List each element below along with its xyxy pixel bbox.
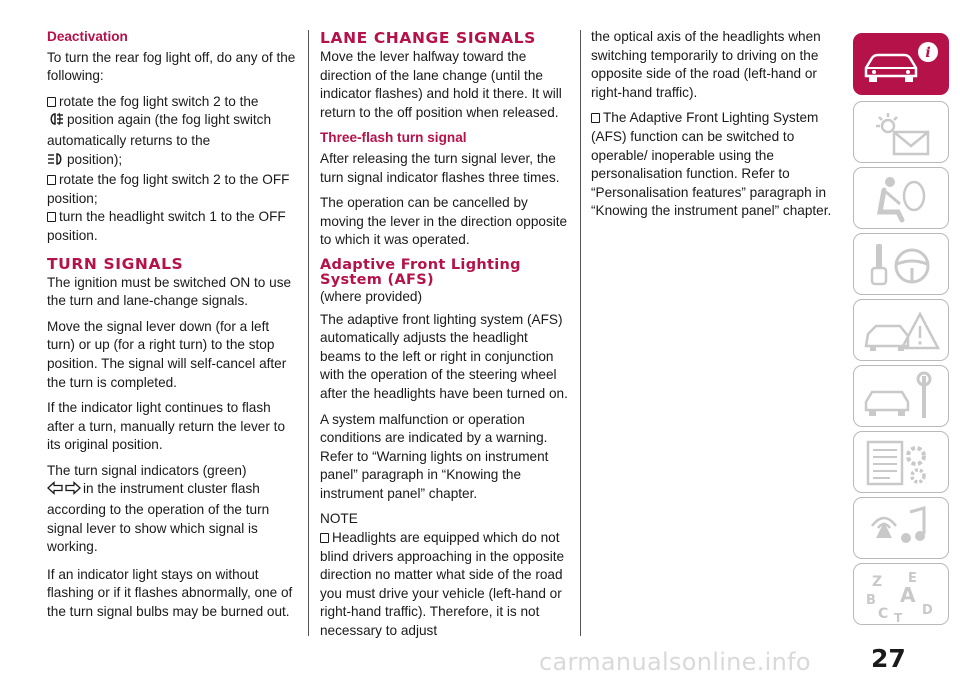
column-divider: [580, 30, 581, 636]
watermark: carmanualsonline.info: [539, 648, 811, 676]
technical-data-icon: [854, 432, 950, 494]
paragraph: The operation can be cancelled by moving the lever in the direction opposite to which it was operated.: [320, 195, 568, 248]
tab-car-maintenance[interactable]: [853, 365, 949, 427]
list-item: [320, 529, 572, 641]
afs-heading: Adaptive Front Lighting System (AFS): [320, 256, 521, 288]
paragraph-text-a: The turn signal indicators (green): [47, 462, 247, 478]
key-steering-icon: [854, 234, 950, 296]
paragraph: The ignition must be switched ON to use the turn and lane-change signals.: [47, 274, 292, 309]
lane-change-heading: LANE CHANGE SIGNALS: [320, 29, 536, 47]
svg-text:T: T: [894, 611, 903, 625]
bullet-icon: [320, 533, 329, 543]
warning-lights-icon: [854, 102, 950, 164]
column-right: [591, 28, 839, 221]
paragraph: Move the lever halfway toward the direction of the lane change (until the indicator flashes) and hold it there. It will return to the off position when released.: [320, 49, 562, 120]
bullet-icon: [591, 113, 600, 123]
afs-where-provided: (where provided): [320, 288, 422, 304]
paragraph: [47, 462, 299, 557]
turn-signals-heading: TURN SIGNALS: [47, 254, 184, 273]
afs-bullet-text: The Adaptive Front Lighting System (AFS) function can be switched to operable/ inoperable using the personalisation function. Refer to “Personalisation features” paragraph in “Knowing the instrument panel” chapter.: [591, 110, 832, 219]
list-item: [47, 208, 299, 245]
headlight-icon: [47, 152, 65, 172]
column-divider: [308, 30, 309, 636]
bullet-text-3: turn the headlight switch 1 to the OFF position.: [47, 209, 286, 243]
paragraph: If the indicator light continues to flash after a turn, manually return the lever to its original position.: [47, 400, 286, 453]
tab-warning-lights[interactable]: [853, 101, 949, 163]
paragraph-text-b: in the instrument cluster flash according to the operation of the turn signal lever to show which signal is working.: [47, 481, 270, 555]
three-flash-heading: Three-flash turn signal: [320, 130, 467, 146]
svg-text:C: C: [878, 606, 889, 622]
paragraph: If an indicator light stays on without flashing or if it flashes abnormally, one of the turn signal bulbs may be burned out.: [47, 566, 293, 620]
svg-text:B: B: [866, 593, 876, 608]
car-maintenance-icon: [854, 366, 950, 428]
tab-seat-airbag[interactable]: [853, 167, 949, 229]
bullet-text-1b: position again (the fog light switch automatically returns to the: [47, 112, 272, 148]
svg-text:A: A: [900, 583, 916, 607]
tab-index[interactable]: [853, 563, 949, 625]
note-label: NOTE: [320, 511, 358, 527]
column-middle: [320, 28, 572, 641]
car-emergency-icon: [854, 300, 950, 362]
paragraph: The adaptive front lighting system (AFS) automatically adjusts the headlight beams to the left or right in conjunction with the operation of the steering wheel after the headlights have been turned on.: [320, 311, 568, 401]
svg-text:Z: Z: [872, 574, 883, 590]
svg-text:D: D: [922, 603, 933, 618]
list-item: [591, 109, 839, 221]
paragraph: A system malfunction or operation conditions are indicated by a warning. Refer to “Warning lights on instrument panel” paragraph in “Knowing the instrument panel” chapter.: [320, 411, 549, 501]
svg-text:E: E: [908, 571, 917, 586]
multimedia-icon: [854, 498, 950, 560]
paragraph: Move the signal lever down (for a left turn) or up (for a right turn) to the stop position. The signal will self-cancel after the turn is completed.: [47, 318, 287, 390]
list-item: [47, 93, 299, 171]
deactivation-heading: Deactivation: [47, 29, 128, 44]
car-info-icon: [854, 34, 950, 96]
bullet-icon: [47, 97, 56, 107]
index-letters-icon: [854, 564, 950, 626]
tab-key-steering[interactable]: [853, 233, 949, 295]
bullet-icon: [47, 175, 56, 185]
list-item: [47, 171, 299, 208]
paragraph: After releasing the turn signal lever, the turn signal indicator flashes three times.: [320, 150, 560, 185]
turn-signal-arrows-icon: [47, 481, 81, 501]
column-left: [47, 28, 299, 629]
seat-airbag-icon: [854, 168, 950, 230]
note-bullet-text: Headlights are equipped which do not blind drivers approaching in the opposite direction no matter what side of the road you must drive your vehicle (left-hand or right-hand traffic). Therefore, it is not necessary to adjust: [320, 530, 565, 639]
bullet-icon: [47, 212, 56, 222]
deactivation-intro: To turn the rear fog light off, do any of the following:: [47, 49, 296, 84]
tab-car-emergency[interactable]: [853, 299, 949, 361]
page-number: 27: [871, 644, 906, 673]
svg-text:i: i: [925, 45, 931, 61]
fog-light-icon: [47, 112, 65, 132]
bullet-text-2: rotate the fog light switch 2 to the OFF position;: [47, 172, 290, 206]
tab-car-info[interactable]: [853, 33, 949, 95]
bullet-text-1c: position);: [67, 151, 123, 167]
tab-technical-data[interactable]: [853, 431, 949, 493]
tab-multimedia[interactable]: [853, 497, 949, 559]
paragraph: the optical axis of the headlights when switching temporarily to driving on the opposite side of the road (left-hand or right-hand traffic).: [591, 29, 821, 100]
bullet-text-1a: rotate the fog light switch 2 to the: [59, 93, 259, 109]
